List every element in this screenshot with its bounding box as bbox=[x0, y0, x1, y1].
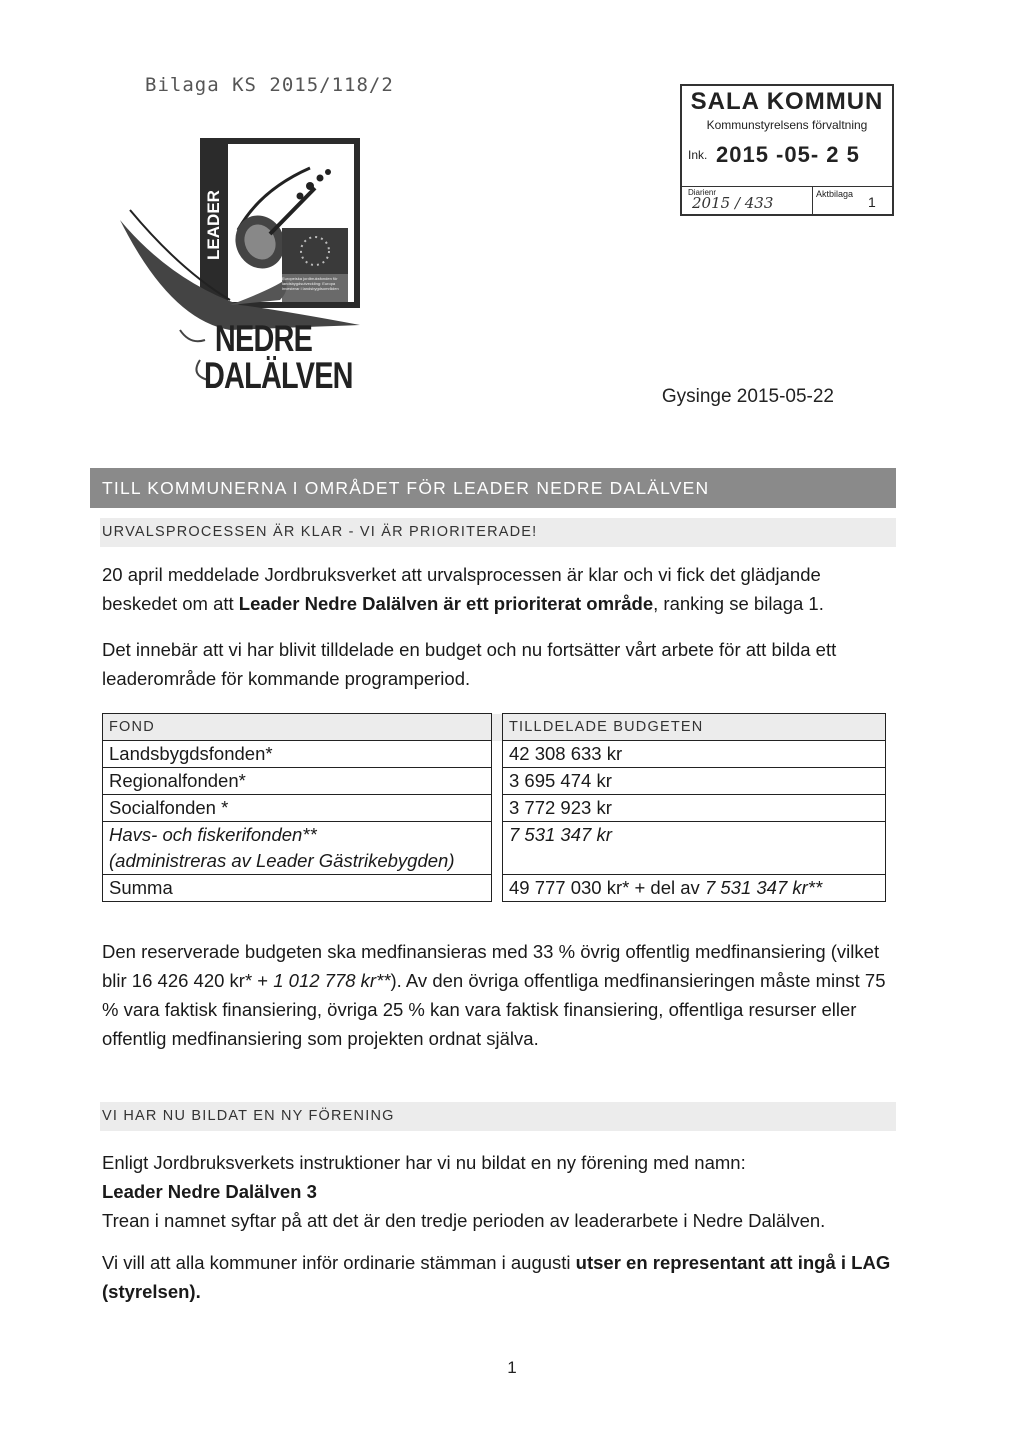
stamp-dept: Kommunstyrelsens förvaltning bbox=[706, 118, 868, 132]
document-date: Gysinge 2015-05-22 bbox=[661, 386, 834, 407]
header-budget: TILLDELADE BUDGETEN bbox=[503, 714, 886, 741]
table-row-summa: Summa 49 777 030 kr* + del av 7 531 347 kr** bbox=[103, 875, 886, 902]
table-header-row bbox=[103, 714, 886, 741]
association-name: Leader Nedre Dalälven 3 bbox=[102, 1181, 317, 1202]
leader-logo bbox=[110, 130, 400, 400]
table-row: Landsbygdsfonden* 42 308 633 kr bbox=[103, 741, 886, 768]
paragraph-cofinancing: Den reserverade budgeten ska medfinansieras med 33 % övrig offentlig medfinansiering (vilket blir 16 426 420 kr* + 1 012 778 kr**). Av den övriga offentliga medfinansieringen måste minst 75 % vara faktisk finansiering, övriga 25 % kan vara faktisk finansiering, offentliga resurser eller offentlig medfinansiering som projekten ordnat själva. bbox=[102, 941, 886, 1049]
paragraph-budget-intro: Det innebär att vi har blivit tilldelade en budget och nu fortsätter vårt arbete för att bilda ett leaderområde för kommande programperiod. bbox=[102, 639, 837, 689]
stamp-diarienr-label: Diarienr bbox=[688, 188, 717, 197]
stamp-aktbilaga-label: Aktbilaga bbox=[816, 189, 854, 199]
budget-table bbox=[102, 713, 886, 902]
paragraph-new-association: Enligt Jordbruksverkets instruktioner har vi nu bildat en ny förening med namn: Leader Nedre Dalälven 3 Trean i namnet syftar på att det är den tredje perioden av leaderarbete i Nedre Dalälven. bbox=[102, 1148, 892, 1235]
header-fond: FOND bbox=[103, 714, 492, 741]
registration-stamp bbox=[680, 84, 894, 216]
logo-vertical-text: LEADER bbox=[204, 190, 223, 260]
stamp-aktbilaga-value: 1 bbox=[868, 194, 876, 210]
svg-text:LEADER bbox=[204, 190, 223, 260]
section-heading-urval: URVALSPROCESSEN ÄR KLAR - VI ÄR PRIORITERADE! bbox=[100, 518, 896, 547]
stamp-date: 2015 -05- 2 5 bbox=[716, 142, 860, 167]
paragraph-announcement: 20 april meddelade Jordbruksverket att urvalsprocessen är klar och vi fick det glädjande beskedet om att Leader Nedre Dalälven är ett prioriterat område, ranking se bilaga 1. bbox=[102, 564, 824, 614]
reference-number: Bilaga KS 2015/118/2 bbox=[145, 74, 394, 96]
page-number: 1 bbox=[507, 1358, 517, 1377]
stamp-diarienr-value: 2015 / 433 bbox=[692, 194, 774, 212]
stamp-org: SALA KOMMUN bbox=[690, 88, 884, 115]
table-row: Havs- och fiskerifonden** (administreras av Leader Gästrikebygden) 7 531 347 kr bbox=[103, 822, 886, 875]
title-banner: TILL KOMMUNERNA I OMRÅDET FÖR LEADER NEDRE DALÄLVEN bbox=[90, 468, 896, 508]
paragraph-representative: Vi vill att alla kommuner inför ordinarie stämman i augusti utser en representant att ingå i LAG (styrelsen). bbox=[102, 1252, 891, 1302]
stamp-ink-label: Ink. bbox=[688, 148, 708, 162]
table-row: Regionalfonden* 3 695 474 kr bbox=[103, 768, 886, 795]
stamp-divider-vertical bbox=[812, 186, 813, 214]
section-heading-forening: VI HAR NU BILDAT EN NY FÖRENING bbox=[100, 1102, 896, 1131]
stamp-divider bbox=[682, 186, 892, 187]
table-row: Socialfonden * 3 772 923 kr bbox=[103, 795, 886, 822]
logo-eu-caption: Europeiska jordbruksfonden för landsbygdsutveckling: Europa investerar i landsbygdsområden bbox=[282, 276, 339, 291]
logo-name: NEDRE DALÄLVEN bbox=[204, 318, 353, 396]
